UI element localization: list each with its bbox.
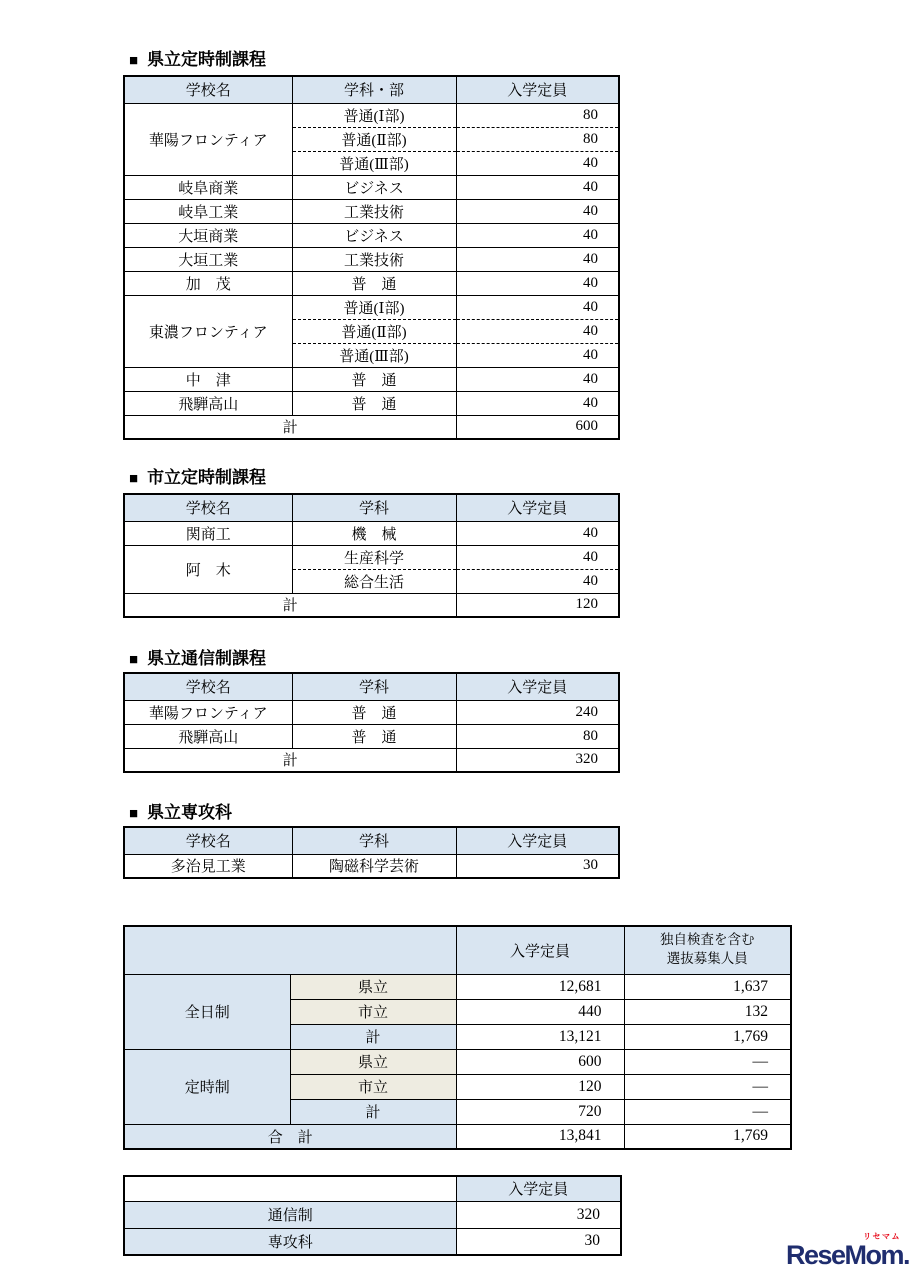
column-header-department: 学科 (292, 827, 456, 854)
department-cell: ビジネス (292, 223, 456, 247)
table-row (124, 1201, 621, 1228)
school-name-cell: 岐阜商業 (124, 175, 292, 199)
table-row (124, 521, 619, 545)
department-cell: 普 通 (292, 391, 456, 415)
total-label-cell: 計 (124, 415, 456, 439)
capacity-cell: 40 (456, 569, 619, 593)
header-row (124, 827, 619, 854)
selection-header-line1: 独自検査を含む (660, 932, 755, 948)
department-cell: 普 通 (292, 271, 456, 295)
selection-cell: ― (624, 1099, 791, 1124)
pref-correspondence-table (123, 672, 620, 773)
capacity-cell: 40 (456, 367, 619, 391)
selection-cell: 1,769 (624, 1024, 791, 1049)
logo-wordmark (786, 1240, 909, 1270)
total-value-cell: 120 (456, 593, 619, 617)
header-row (124, 673, 619, 700)
capacity-cell: 120 (456, 1074, 624, 1099)
column-header-department: 学科・部 (292, 76, 456, 103)
capacity-cell: 40 (456, 343, 619, 367)
table-row (124, 223, 619, 247)
category-cell-part-time: 定時制 (124, 1049, 290, 1124)
capacity-cell: 30 (456, 854, 619, 878)
table-row (124, 247, 619, 271)
column-header-capacity: 入学定員 (456, 1176, 621, 1201)
capacity-cell: 40 (456, 295, 619, 319)
section-title-text: 県立定時制課程 (147, 50, 267, 69)
department-cell: 総合生活 (292, 569, 456, 593)
total-row (124, 415, 619, 439)
school-name-cell: 多治見工業 (124, 854, 292, 878)
category-cell-correspondence: 通信制 (124, 1201, 456, 1228)
column-header-department: 学科 (292, 494, 456, 521)
table-row (124, 700, 619, 724)
department-cell: 普 通 (292, 700, 456, 724)
founder-cell: 県立 (290, 974, 456, 999)
total-row (124, 748, 619, 772)
capacity-cell: 40 (456, 545, 619, 569)
selection-cell: ― (624, 1074, 791, 1099)
selection-cell: ― (624, 1049, 791, 1074)
section-title-city-part-time (129, 463, 266, 488)
department-cell: 普通(Ⅲ部) (292, 343, 456, 367)
square-bullet-icon: ■ (129, 52, 139, 69)
total-label-cell: 計 (124, 593, 456, 617)
logo-kana-text: リセマム (863, 1232, 901, 1241)
table-row (124, 724, 619, 748)
capacity-cell: 80 (456, 724, 619, 748)
capacity-cell: 80 (456, 127, 619, 151)
table-row (124, 974, 791, 999)
school-name-cell: 阿 木 (124, 545, 292, 593)
square-bullet-icon: ■ (129, 651, 139, 668)
department-cell: 普通(Ⅰ部) (292, 103, 456, 127)
city-part-time-table (123, 493, 620, 618)
school-name-cell: 大垣商業 (124, 223, 292, 247)
grand-total-capacity-cell: 13,841 (456, 1124, 624, 1149)
section-title-pref-part-time (129, 45, 266, 70)
capacity-cell: 40 (456, 247, 619, 271)
table-row (124, 391, 619, 415)
department-cell: 陶磁科学芸術 (292, 854, 456, 878)
department-cell: ビジネス (292, 175, 456, 199)
column-header-school-name: 学校名 (124, 673, 292, 700)
capacity-cell: 40 (456, 319, 619, 343)
column-header-school-name: 学校名 (124, 827, 292, 854)
subtotal-label-cell: 計 (290, 1024, 456, 1049)
capacity-cell: 12,681 (456, 974, 624, 999)
department-cell: 普通(Ⅲ部) (292, 151, 456, 175)
grand-total-label-cell: 合 計 (124, 1124, 456, 1149)
column-header-school-name: 学校名 (124, 494, 292, 521)
department-cell: 普通(Ⅱ部) (292, 319, 456, 343)
column-header-school-name: 学校名 (124, 76, 292, 103)
capacity-cell: 40 (456, 521, 619, 545)
founder-cell: 県立 (290, 1049, 456, 1074)
department-cell: 普 通 (292, 724, 456, 748)
resemom-logo (786, 1232, 909, 1270)
school-name-cell: 華陽フロンティア (124, 700, 292, 724)
total-value-cell: 320 (456, 748, 619, 772)
capacity-cell: 80 (456, 103, 619, 127)
column-header-capacity: 入学定員 (456, 76, 619, 103)
capacity-cell: 40 (456, 175, 619, 199)
department-cell: 生産科学 (292, 545, 456, 569)
table-row (124, 175, 619, 199)
grand-total-selection-cell: 1,769 (624, 1124, 791, 1149)
selection-header-line2: 選抜募集人員 (666, 951, 748, 967)
capacity-cell: 600 (456, 1049, 624, 1074)
school-name-cell: 飛騨高山 (124, 391, 292, 415)
capacity-cell: 40 (456, 223, 619, 247)
table-row (124, 1228, 621, 1255)
school-name-cell: 加 茂 (124, 271, 292, 295)
capacity-cell: 40 (456, 199, 619, 223)
summary-table (123, 925, 792, 1150)
total-row (124, 593, 619, 617)
department-cell: 工業技術 (292, 247, 456, 271)
school-name-cell: 飛騨高山 (124, 724, 292, 748)
column-header-capacity: 入学定員 (456, 827, 619, 854)
section-title-pref-advanced (129, 798, 232, 823)
school-name-cell: 岐阜工業 (124, 199, 292, 223)
column-header-department: 学科 (292, 673, 456, 700)
department-cell: 機 械 (292, 521, 456, 545)
table-row (124, 271, 619, 295)
pref-advanced-table (123, 826, 620, 879)
table-row (124, 545, 619, 569)
other-summary-table (123, 1175, 622, 1256)
logo-wordmark-text: ReseMom (786, 1240, 904, 1270)
capacity-cell: 240 (456, 700, 619, 724)
school-name-cell: 華陽フロンティア (124, 103, 292, 175)
department-cell: 普通(Ⅰ部) (292, 295, 456, 319)
selection-cell: 132 (624, 999, 791, 1024)
department-cell: 普 通 (292, 367, 456, 391)
category-cell-full-time: 全日制 (124, 974, 290, 1049)
subtotal-label-cell: 計 (290, 1099, 456, 1124)
header-row (124, 494, 619, 521)
square-bullet-icon: ■ (129, 470, 139, 487)
header-empty-cell (124, 926, 456, 974)
capacity-cell: 30 (456, 1228, 621, 1255)
capacity-cell: 440 (456, 999, 624, 1024)
capacity-cell: 40 (456, 151, 619, 175)
square-bullet-icon: ■ (129, 805, 139, 822)
grand-total-row (124, 1124, 791, 1149)
header-row (124, 76, 619, 103)
capacity-cell: 720 (456, 1099, 624, 1124)
table-row (124, 199, 619, 223)
section-title-pref-correspondence (129, 644, 266, 669)
header-empty-cell (124, 1176, 456, 1201)
table-row (124, 367, 619, 391)
header-row (124, 926, 791, 974)
total-label-cell: 計 (124, 748, 456, 772)
capacity-cell: 13,121 (456, 1024, 624, 1049)
table-row (124, 1049, 791, 1074)
school-name-cell: 関商工 (124, 521, 292, 545)
school-name-cell: 中 津 (124, 367, 292, 391)
pref-part-time-table (123, 75, 620, 440)
capacity-cell: 40 (456, 391, 619, 415)
column-header-selection (624, 926, 791, 974)
capacity-cell: 40 (456, 271, 619, 295)
school-name-cell: 東濃フロンティア (124, 295, 292, 367)
section-title-text: 市立定時制課程 (147, 468, 267, 487)
selection-cell: 1,637 (624, 974, 791, 999)
table-row (124, 295, 619, 319)
founder-cell: 市立 (290, 999, 456, 1024)
table-row (124, 854, 619, 878)
department-cell: 普通(Ⅱ部) (292, 127, 456, 151)
header-row (124, 1176, 621, 1201)
capacity-cell: 320 (456, 1201, 621, 1228)
school-name-cell: 大垣工業 (124, 247, 292, 271)
total-value-cell: 600 (456, 415, 619, 439)
column-header-capacity: 入学定員 (456, 673, 619, 700)
category-cell-advanced: 専攻科 (124, 1228, 456, 1255)
section-title-text: 県立専攻科 (147, 803, 233, 822)
founder-cell: 市立 (290, 1074, 456, 1099)
logo-period: . (903, 1240, 909, 1270)
section-title-text: 県立通信制課程 (147, 649, 267, 668)
column-header-capacity: 入学定員 (456, 494, 619, 521)
department-cell: 工業技術 (292, 199, 456, 223)
column-header-capacity: 入学定員 (456, 926, 624, 974)
table-row (124, 103, 619, 127)
